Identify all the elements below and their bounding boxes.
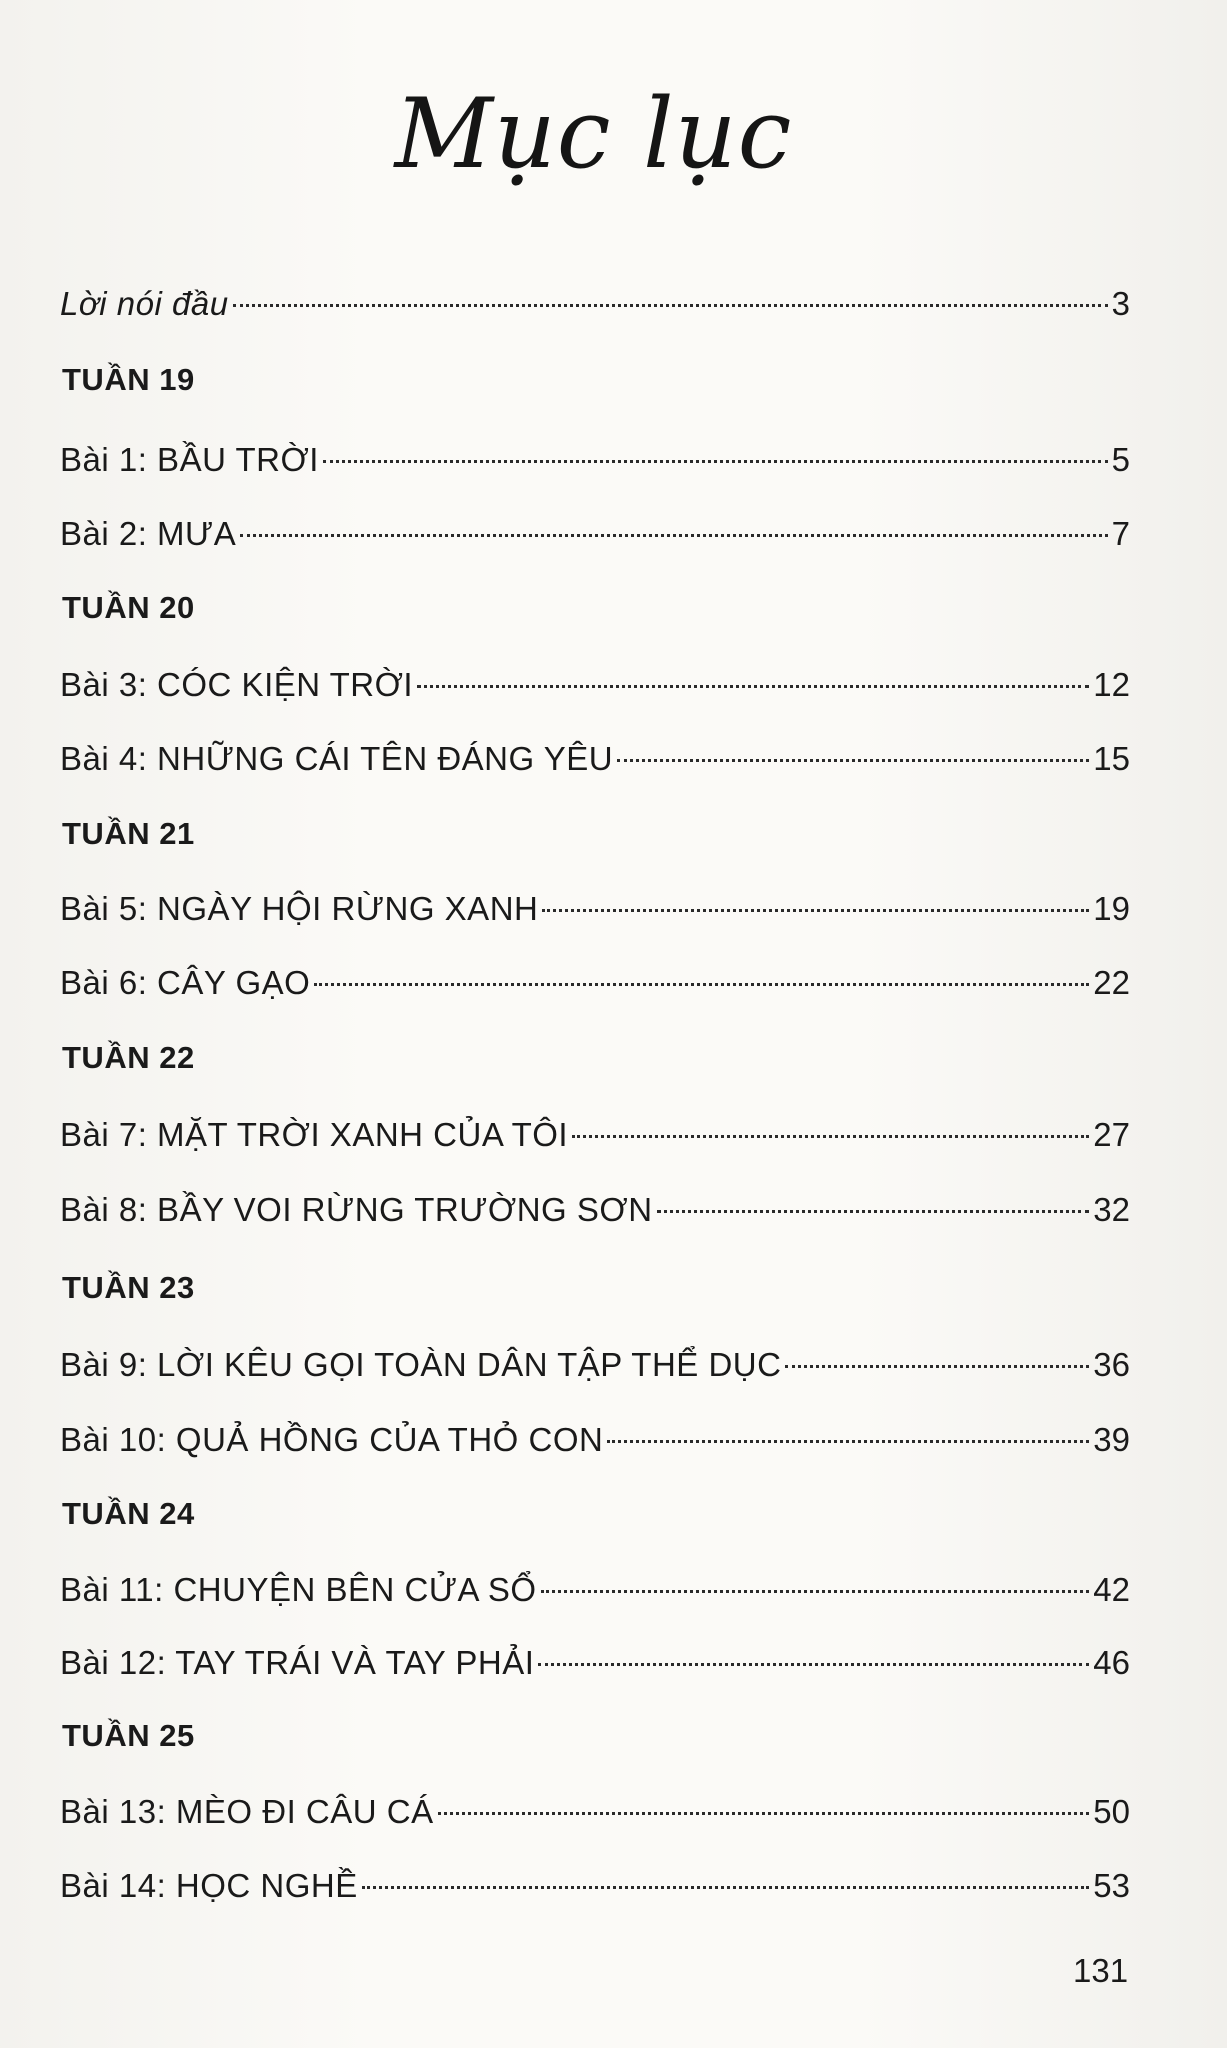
toc-entry-label: Bài 13: MÈO ĐI CÂU CÁ [60,1793,434,1830]
dot-leader [417,685,1089,688]
toc-entry-label: Bài 6: CÂY GẠO [60,964,311,1001]
toc-entry-page: 36 [1093,1346,1130,1383]
toc-entry [60,1792,1130,1832]
dot-leader [657,1210,1090,1213]
toc-entry-label: Bài 11: CHUYỆN BÊN CỬA SỔ [60,1571,537,1608]
toc-entry [60,1115,1130,1155]
toc-entry-page: 46 [1093,1644,1130,1681]
week-heading: TUẦN 20 [62,590,195,625]
toc-entry [60,889,1130,929]
toc-entry-label: Lời nói đầu [60,285,229,322]
week-heading: TUẦN 25 [62,1718,195,1753]
page-number: 131 [1073,1952,1129,1989]
toc-entry-page: 15 [1093,740,1130,777]
toc-entry-page: 3 [1111,285,1130,322]
dot-leader [323,460,1108,463]
dot-leader [607,1440,1089,1443]
toc-entry-page: 27 [1093,1116,1130,1153]
toc-entry-label: Bài 1: BẦU TRỜI [60,441,319,478]
toc-entry [60,1570,1130,1610]
toc-entry [60,1643,1130,1683]
toc-entry-label: Bài 2: MƯA [60,515,237,552]
toc-entry-label: Bài 9: LỜI KÊU GỌI TOÀN DÂN TẬP THỂ DỤC [60,1346,782,1383]
toc-entry-label: Bài 8: BẦY VOI RỪNG TRƯỜNG SƠN [60,1191,653,1228]
toc-entry-label: Bài 10: QUẢ HỒNG CỦA THỎ CON [60,1421,604,1458]
toc-entry-label: Bài 12: TAY TRÁI VÀ TAY PHẢI [60,1644,535,1681]
toc-entry-page: 22 [1093,964,1130,1001]
dot-leader [617,759,1089,762]
dot-leader [314,983,1089,986]
toc-entry-label: Bài 4: NHỮNG CÁI TÊN ĐÁNG YÊU [60,740,614,777]
toc-entry-label: Bài 5: NGÀY HỘI RỪNG XANH [60,890,539,927]
dot-leader [538,1663,1089,1666]
dot-leader [438,1812,1090,1815]
toc-entry [60,514,1130,554]
week-heading: TUẦN 19 [62,362,195,397]
week-heading: TUẦN 24 [62,1496,195,1531]
toc-entry-label: Bài 14: HỌC NGHỀ [60,1867,358,1904]
toc-entry [60,739,1130,779]
week-heading: TUẦN 21 [62,816,195,851]
toc-entry-preface [60,284,1130,324]
toc-entry-page: 50 [1093,1793,1130,1830]
toc-entry-page: 39 [1093,1421,1130,1458]
toc-entry [60,1420,1130,1460]
toc-entry [60,963,1130,1003]
toc-entry-label: Bài 3: CÓC KIỆN TRỜI [60,666,414,703]
toc-entry-page: 32 [1093,1191,1130,1228]
toc-entry [60,440,1130,480]
dot-leader [233,304,1108,307]
toc-entry-label: Bài 7: MẶT TRỜI XANH CỦA TÔI [60,1116,569,1153]
week-heading: TUẦN 23 [62,1270,195,1305]
dot-leader [541,1590,1090,1593]
toc-entry-page: 5 [1111,441,1130,478]
toc-entry-page: 53 [1093,1867,1130,1904]
dot-leader [240,534,1107,537]
toc-entry [60,1866,1130,1906]
dot-leader [362,1886,1090,1889]
toc-entry-page: 42 [1093,1571,1130,1608]
toc-entry [60,1345,1130,1385]
dot-leader [572,1135,1089,1138]
page-title: Mục lục [394,78,793,190]
toc-entry [60,665,1130,705]
toc-entry-page: 12 [1093,666,1130,703]
toc-entry-page: 19 [1093,890,1130,927]
toc-entry [60,1190,1130,1230]
dot-leader [785,1365,1089,1368]
dot-leader [542,909,1089,912]
week-heading: TUẦN 22 [62,1040,195,1075]
toc-entry-page: 7 [1111,515,1130,552]
